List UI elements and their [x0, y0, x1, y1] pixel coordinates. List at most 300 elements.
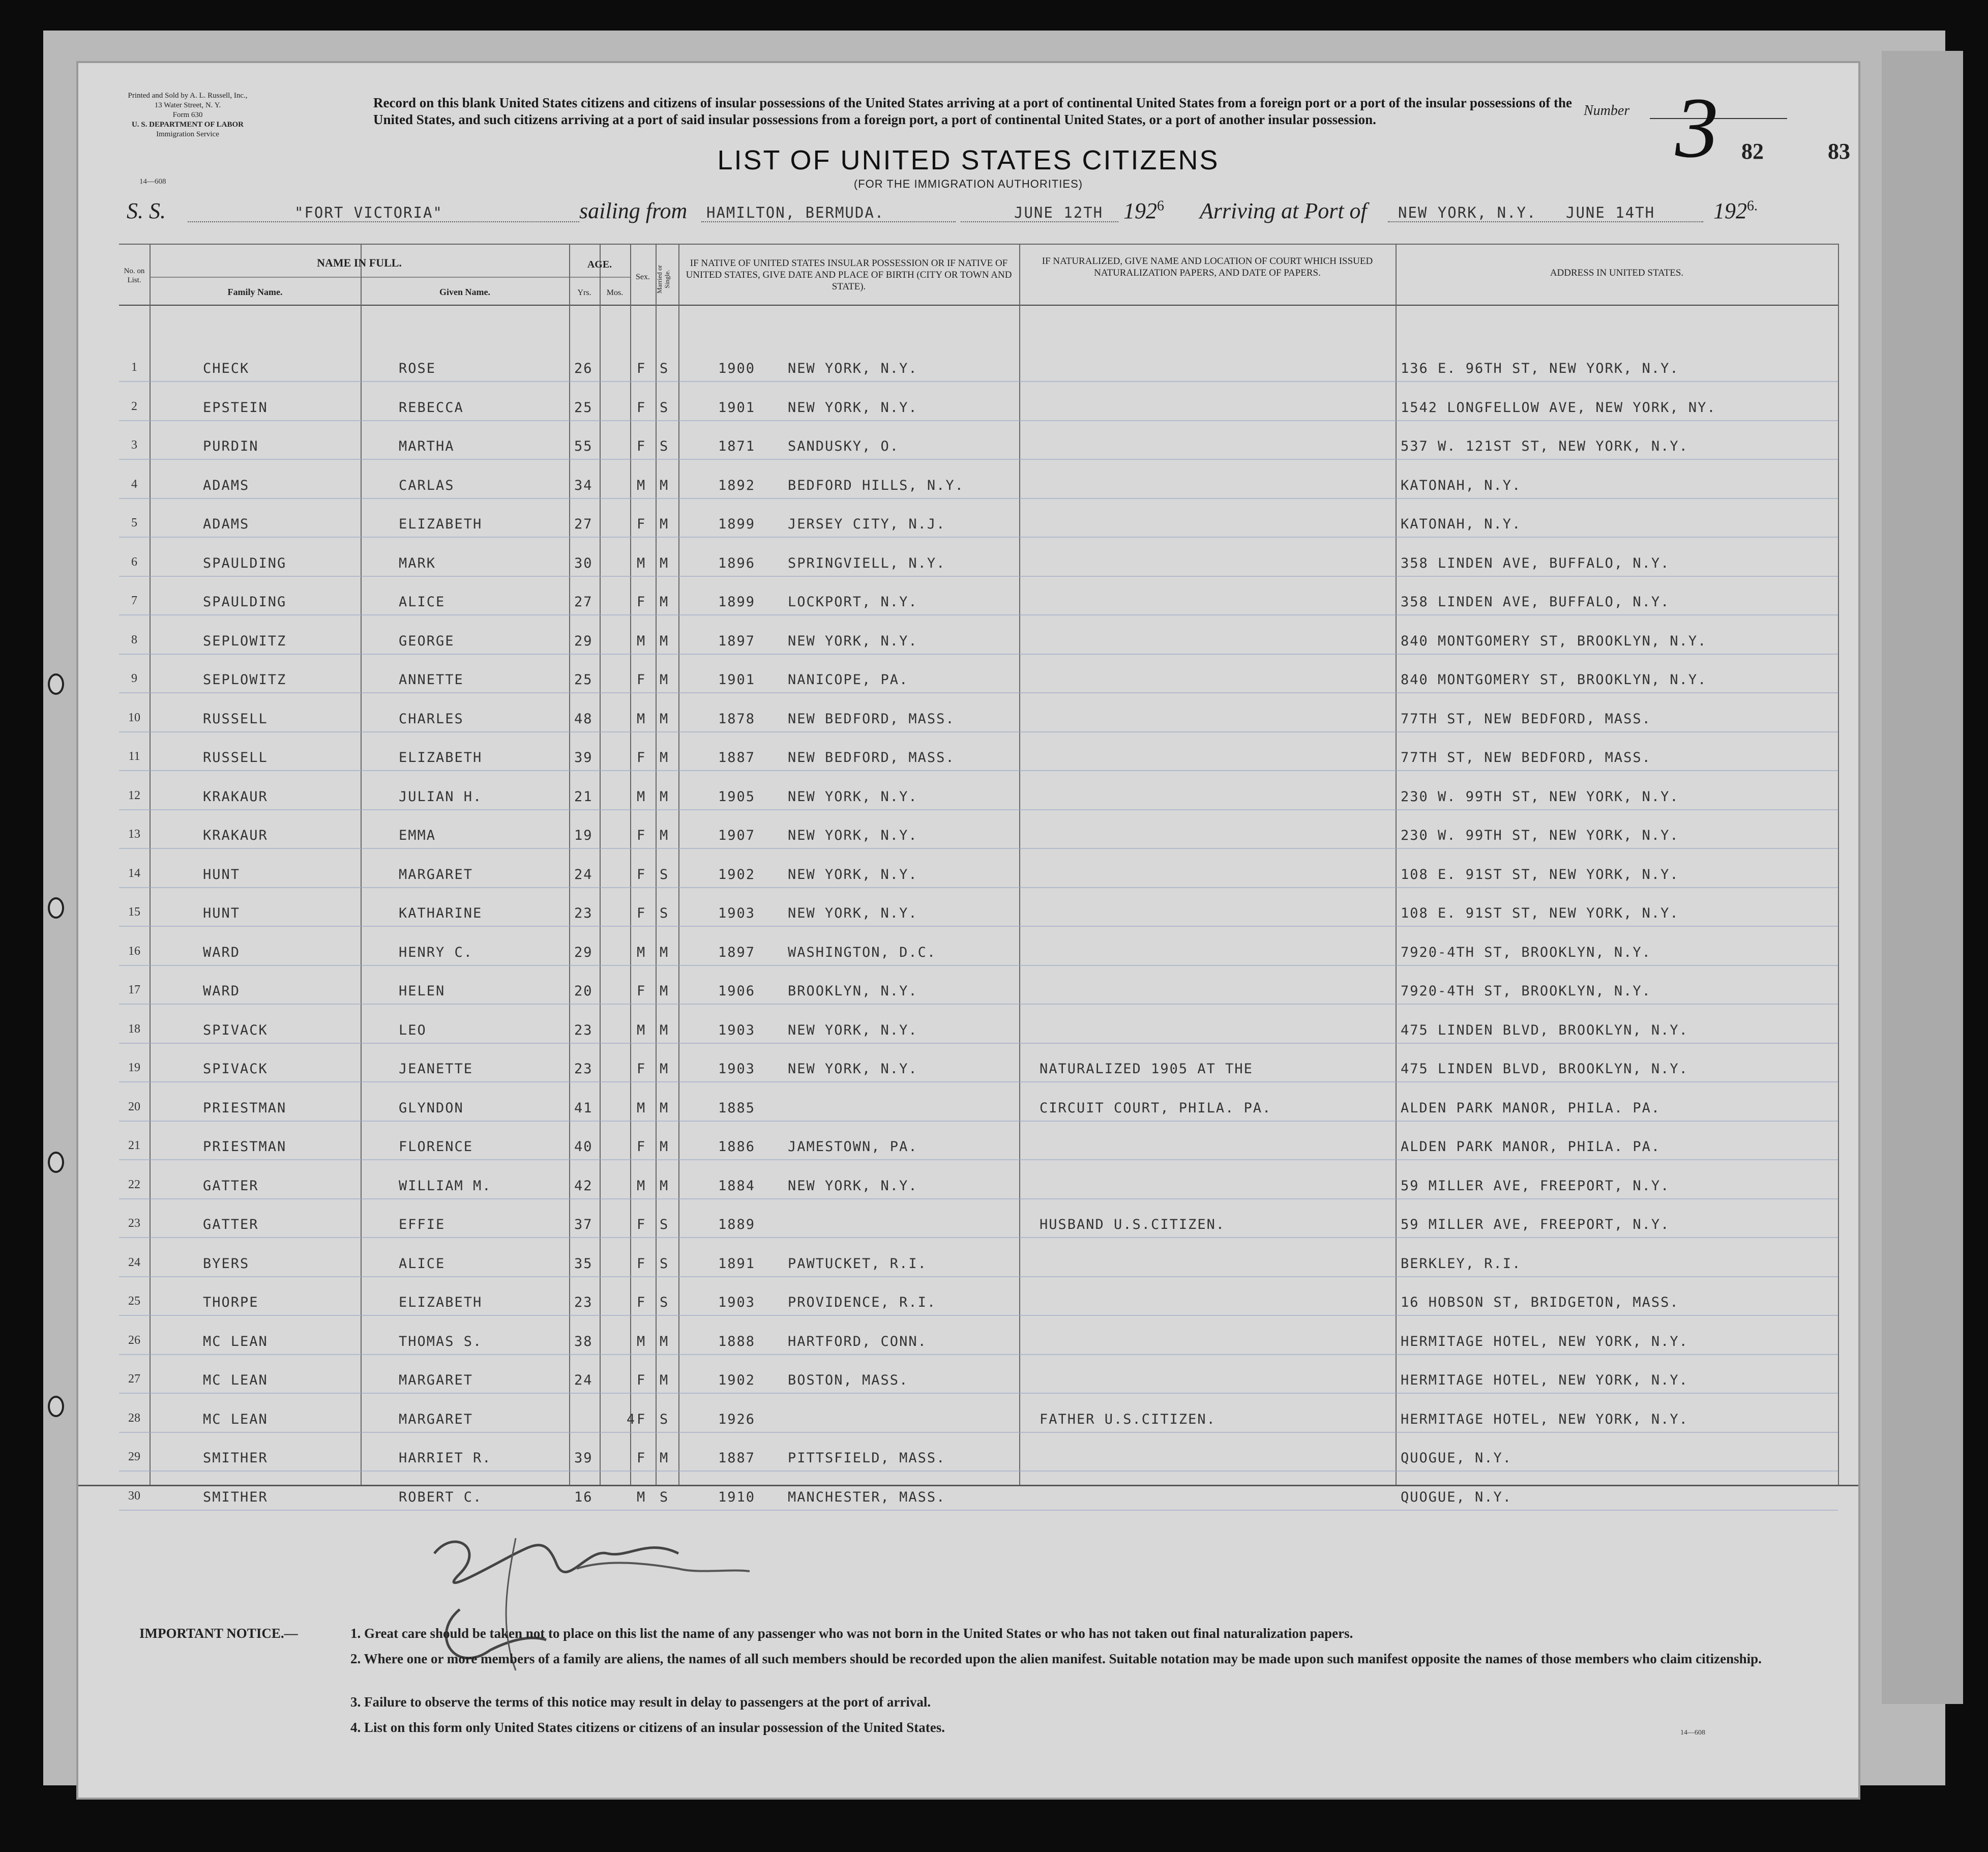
cell-given: HARRIET R.: [399, 1450, 492, 1466]
cell-yrs: 25: [574, 672, 593, 688]
cell-ms: M: [660, 594, 669, 610]
cell-given: GEORGE: [399, 633, 455, 649]
cell-ms: M: [660, 1061, 669, 1077]
cell-place: LOCKPORT, N.Y.: [788, 594, 918, 610]
col-given: Given Name.: [439, 287, 490, 297]
cell-no: 25: [128, 1295, 140, 1308]
cell-place: NANICOPE, PA.: [788, 672, 909, 688]
cell-place: BOSTON, MASS.: [788, 1372, 909, 1388]
cell-yrs: 39: [574, 1450, 593, 1466]
cell-address: 840 MONTGOMERY ST, BROOKLYN, N.Y.: [1401, 672, 1707, 688]
cell-year: 1888: [718, 1333, 756, 1349]
col-divider: [569, 244, 570, 1485]
table-bottom-rule: [78, 1485, 1858, 1486]
col-divider: [1396, 244, 1397, 1485]
cell-given: MARK: [399, 555, 436, 571]
cell-place: NEW BEDFORD, MASS.: [788, 711, 955, 727]
cell-nat: CIRCUIT COURT, PHILA. PA.: [1040, 1100, 1272, 1116]
page-number-left: 82: [1741, 139, 1764, 164]
to-dotline: [1388, 221, 1703, 222]
row-rule: [119, 381, 1838, 382]
cell-family: KRAKAUR: [203, 828, 268, 843]
row-rule: [119, 965, 1838, 966]
cell-year: 1907: [718, 828, 756, 843]
cell-yrs: 42: [574, 1178, 593, 1194]
cell-ms: M: [660, 983, 669, 999]
cell-address: HERMITAGE HOTEL, NEW YORK, N.Y.: [1401, 1372, 1688, 1388]
cell-sex: F: [637, 672, 646, 688]
cell-no: 13: [128, 828, 140, 841]
cell-given: JEANETTE: [399, 1061, 473, 1077]
cell-sex: M: [637, 1100, 646, 1116]
cell-year: 1891: [718, 1255, 756, 1272]
from-dotline: [701, 221, 956, 222]
binder-hole: [48, 1152, 64, 1173]
cell-yrs: 19: [574, 828, 593, 843]
col-yrs: Yrs.: [577, 288, 591, 297]
binder-hole: [48, 897, 64, 919]
cell-family: PRIESTMAN: [203, 1100, 287, 1116]
cell-no: 30: [128, 1489, 140, 1503]
cell-ms: S: [660, 1489, 669, 1505]
cell-family: HUNT: [203, 866, 241, 883]
cell-address: QUOGUE, N.Y.: [1401, 1489, 1512, 1505]
cell-no: 15: [128, 905, 140, 919]
cell-family: SPAULDING: [203, 594, 287, 610]
cell-year: 1885: [718, 1100, 756, 1116]
cell-family: SPIVACK: [203, 1061, 268, 1077]
name-subrule: [150, 277, 615, 278]
printer-line-1: Printed and Sold by A. L. Russell, Inc.,: [128, 92, 248, 100]
cell-given: REBECCA: [399, 399, 464, 416]
cell-sex: F: [637, 905, 646, 921]
cell-sex: M: [637, 1178, 646, 1194]
header-top-rule: [119, 244, 1838, 245]
col-divider: [150, 244, 151, 1485]
cell-year: 1897: [718, 633, 756, 649]
cell-place: BROOKLYN, N.Y.: [788, 983, 918, 999]
col-divider: [630, 244, 631, 1485]
footer-code: 14—608: [1680, 1729, 1705, 1737]
cell-family: RUSSELL: [203, 750, 268, 766]
col-address: ADDRESS IN UNITED STATES.: [1550, 268, 1684, 278]
cell-yrs: 48: [574, 711, 593, 727]
cell-address: HERMITAGE HOTEL, NEW YORK, N.Y.: [1401, 1333, 1688, 1349]
cell-place: MANCHESTER, MASS.: [788, 1489, 946, 1505]
cell-place: JAMESTOWN, PA.: [788, 1139, 918, 1155]
cell-family: SMITHER: [203, 1489, 268, 1505]
cell-yrs: 21: [574, 788, 593, 805]
cell-given: ANNETTE: [399, 672, 464, 688]
cell-ms: M: [660, 944, 669, 960]
cell-place: NEW YORK, N.Y.: [788, 866, 918, 883]
cell-year: 1906: [718, 983, 756, 999]
cell-year: 1889: [718, 1217, 756, 1232]
form-number: Form 630: [172, 111, 203, 119]
cell-no: 10: [128, 711, 140, 724]
year-prefix-1: 192: [1123, 198, 1157, 223]
cell-family: SPIVACK: [203, 1022, 268, 1038]
row-rule: [119, 1159, 1838, 1160]
row-rule: [119, 1043, 1838, 1044]
cell-place: NEW YORK, N.Y.: [788, 1178, 918, 1194]
cell-given: WILLIAM M.: [399, 1178, 492, 1194]
cell-sex: F: [637, 1450, 646, 1466]
cell-address: 7920-4TH ST, BROOKLYN, N.Y.: [1401, 983, 1651, 999]
cell-yrs: 24: [574, 1372, 593, 1388]
cell-family: ADAMS: [203, 477, 250, 493]
cell-no: 16: [128, 944, 140, 958]
cell-no: 19: [128, 1061, 140, 1074]
cell-place: BEDFORD HILLS, N.Y.: [788, 477, 964, 493]
cell-place: NEW YORK, N.Y.: [788, 399, 918, 416]
cell-sex: F: [637, 1217, 646, 1232]
col-age: AGE.: [587, 259, 612, 270]
cell-ms: M: [660, 672, 669, 688]
cell-no: 17: [128, 983, 140, 996]
cell-year: 1892: [718, 477, 756, 493]
binder-hole: [48, 673, 64, 695]
year-1: [1123, 198, 1164, 224]
cell-year: 1902: [718, 1372, 756, 1388]
cell-ms: M: [660, 1139, 669, 1155]
cell-given: HENRY C.: [399, 944, 473, 960]
cell-year: 1884: [718, 1178, 756, 1194]
cell-family: THORPE: [203, 1295, 259, 1310]
cell-no: 2: [131, 399, 137, 413]
row-rule: [119, 1237, 1838, 1238]
cell-no: 7: [131, 594, 137, 607]
cell-address: 840 MONTGOMERY ST, BROOKLYN, N.Y.: [1401, 633, 1707, 649]
cell-sex: F: [637, 594, 646, 610]
cell-sex: F: [637, 983, 646, 999]
row-rule: [119, 498, 1838, 499]
cell-ms: M: [660, 1450, 669, 1466]
cell-yrs: 23: [574, 1022, 593, 1038]
cell-no: 26: [128, 1333, 140, 1347]
notice-item: 3. Failure to observe the terms of this notice may result in delay to passengers at the port of arrival.: [350, 1694, 931, 1710]
cell-given: ROBERT C.: [399, 1489, 483, 1505]
cell-address: BERKLEY, R.I.: [1401, 1255, 1522, 1272]
page-number-right: 83: [1828, 139, 1850, 164]
cell-place: SPRINGVIELL, N.Y.: [788, 555, 946, 571]
row-rule: [119, 537, 1838, 538]
row-rule: [119, 654, 1838, 655]
cell-year: 1896: [718, 555, 756, 571]
cell-given: ALICE: [399, 594, 446, 610]
cell-address: 108 E. 91ST ST, NEW YORK, N.Y.: [1401, 905, 1679, 921]
cell-yrs: 23: [574, 905, 593, 921]
cell-ms: M: [660, 477, 669, 493]
cell-family: HUNT: [203, 905, 241, 921]
cell-no: 4: [131, 477, 137, 491]
col-sex: Sex.: [636, 273, 650, 281]
saildate-dotline: [961, 221, 1118, 222]
cell-ms: S: [660, 399, 669, 416]
cell-given: EMMA: [399, 828, 436, 843]
cell-given: MARTHA: [399, 438, 455, 454]
row-rule: [119, 1004, 1838, 1005]
cell-year: 1886: [718, 1139, 756, 1155]
cell-place: PITTSFIELD, MASS.: [788, 1450, 946, 1466]
cell-no: 27: [128, 1372, 140, 1386]
cell-family: PURDIN: [203, 438, 259, 454]
ship-name: "FORT VICTORIA": [294, 204, 443, 221]
cell-year: 1871: [718, 438, 756, 454]
cell-sex: F: [637, 1295, 646, 1310]
cell-place: NEW YORK, N.Y.: [788, 1022, 918, 1038]
cell-year: 1897: [718, 944, 756, 960]
cell-address: 358 LINDEN AVE, BUFFALO, N.Y.: [1401, 594, 1670, 610]
col-divider: [656, 244, 657, 1485]
notice-lead: IMPORTANT NOTICE.—: [139, 1626, 298, 1641]
cell-sex: M: [637, 1489, 646, 1505]
cell-no: 20: [128, 1100, 140, 1113]
cell-address: KATONAH, N.Y.: [1401, 516, 1522, 532]
cell-given: FLORENCE: [399, 1139, 473, 1155]
number-value: 3: [1675, 80, 1718, 175]
page-subtitle: (FOR THE IMMIGRATION AUTHORITIES): [853, 178, 1083, 190]
cell-given: MARGARET: [399, 1411, 473, 1427]
cell-given: KATHARINE: [399, 905, 483, 921]
cell-given: HELEN: [399, 983, 446, 999]
cell-family: ADAMS: [203, 516, 250, 532]
cell-year: 1901: [718, 672, 756, 688]
cell-place: NEW YORK, N.Y.: [788, 361, 918, 376]
notice-item: 4. List on this form only United States citizens or citizens of an insular possession of the United States.: [350, 1720, 945, 1735]
cell-given: ELIZABETH: [399, 1295, 483, 1310]
cell-yrs: 20: [574, 983, 593, 999]
cell-given: ELIZABETH: [399, 516, 483, 532]
row-rule: [119, 1432, 1838, 1433]
cell-ms: S: [660, 438, 669, 454]
cell-ms: M: [660, 1022, 669, 1038]
cell-place: NEW YORK, N.Y.: [788, 905, 918, 921]
cell-sex: M: [637, 711, 646, 727]
cell-family: KRAKAUR: [203, 788, 268, 805]
cell-family: PRIESTMAN: [203, 1139, 287, 1155]
service: Immigration Service: [156, 130, 219, 138]
cell-address: 16 HOBSON ST, BRIDGETON, MASS.: [1401, 1295, 1679, 1310]
cell-given: MARGARET: [399, 1372, 473, 1388]
cell-yrs: 29: [574, 633, 593, 649]
cell-yrs: 26: [574, 361, 593, 376]
cell-year: 1910: [718, 1489, 756, 1505]
cell-place: PAWTUCKET, R.I.: [788, 1255, 927, 1272]
cell-family: GATTER: [203, 1217, 259, 1232]
cell-yrs: 37: [574, 1217, 593, 1232]
row-rule: [119, 887, 1838, 888]
row-rule: [119, 576, 1838, 577]
col-name: NAME IN FULL.: [317, 256, 402, 269]
printer-block: [124, 91, 251, 139]
cell-no: 23: [128, 1217, 140, 1230]
cell-address: QUOGUE, N.Y.: [1401, 1450, 1512, 1466]
row-rule: [119, 692, 1838, 693]
cell-family: CHECK: [203, 361, 250, 376]
cell-ms: M: [660, 750, 669, 766]
cell-yrs: 24: [574, 866, 593, 883]
cell-year: 1903: [718, 1061, 756, 1077]
cell-year: 1900: [718, 361, 756, 376]
cell-place: PROVIDENCE, R.I.: [788, 1295, 937, 1310]
row-rule: [119, 926, 1838, 927]
cell-ms: M: [660, 711, 669, 727]
cell-sex: F: [637, 1255, 646, 1272]
cell-no: 5: [131, 516, 137, 530]
col-naturalized: IF NATURALIZED, GIVE NAME AND LOCATION OF COURT WHICH ISSUED NATURALIZATION PAPERS, AND DATE OF PAPERS.: [1042, 256, 1373, 278]
cell-year: 1903: [718, 1295, 756, 1310]
header-bottom-rule: [119, 305, 1838, 306]
cell-sex: F: [637, 828, 646, 843]
cell-family: MC LEAN: [203, 1411, 268, 1427]
col-divider: [361, 244, 362, 1485]
cell-no: 29: [128, 1450, 140, 1463]
cell-no: 8: [131, 633, 137, 646]
cell-sex: F: [637, 1061, 646, 1077]
row-rule: [119, 848, 1838, 849]
row-rule: [119, 1354, 1838, 1355]
notice-item: 2. Where one or more members of a family are aliens, the names of all such members should be recorded upon the alien manifest. Suitable notation may be made upon such manifest opposite the names of those members who claim citizenship.: [350, 1651, 1762, 1666]
cell-given: MARGARET: [399, 866, 473, 883]
cell-yrs: 39: [574, 750, 593, 766]
col-married: Married or Single.: [656, 265, 671, 293]
cell-sex: F: [637, 399, 646, 416]
sail-date: JUNE 12TH: [1014, 204, 1104, 221]
cell-ms: S: [660, 905, 669, 921]
cell-yrs: 16: [574, 1489, 593, 1505]
cell-sex: M: [637, 477, 646, 493]
cell-yrs: 55: [574, 438, 593, 454]
cell-sex: M: [637, 1333, 646, 1349]
cell-sex: M: [637, 555, 646, 571]
cell-mos: 4: [627, 1411, 636, 1427]
cell-no: 28: [128, 1411, 140, 1425]
to-port: NEW YORK, N.Y.: [1398, 204, 1537, 221]
cell-place: NEW YORK, N.Y.: [788, 633, 918, 649]
ss-label: S. S.: [127, 198, 166, 223]
cell-sex: F: [637, 1372, 646, 1388]
cell-place: NEW YORK, N.Y.: [788, 1061, 918, 1077]
cell-given: CHARLES: [399, 711, 464, 727]
year-digit-2: 6.: [1747, 198, 1758, 214]
cell-no: 14: [128, 866, 140, 880]
cell-address: 537 W. 121ST ST, NEW YORK, N.Y.: [1401, 438, 1688, 454]
cell-sex: F: [637, 516, 646, 532]
cell-year: 1905: [718, 788, 756, 805]
cell-address: 59 MILLER AVE, FREEPORT, N.Y.: [1401, 1178, 1670, 1194]
cell-year: 1903: [718, 1022, 756, 1038]
cell-family: WARD: [203, 983, 241, 999]
cell-no: 11: [128, 750, 140, 763]
cell-ms: M: [660, 1372, 669, 1388]
cell-year: 1899: [718, 516, 756, 532]
cell-yrs: 29: [574, 944, 593, 960]
number-underline: [1650, 118, 1787, 119]
cell-nat: HUSBAND U.S.CITIZEN.: [1040, 1217, 1226, 1232]
col-divider: [1838, 244, 1839, 1485]
cell-address: 77TH ST, NEW BEDFORD, MASS.: [1401, 750, 1651, 766]
cell-family: MC LEAN: [203, 1372, 268, 1388]
row-rule: [119, 1198, 1838, 1199]
cell-given: ROSE: [399, 361, 436, 376]
cell-yrs: 25: [574, 399, 593, 416]
cell-family: BYERS: [203, 1255, 250, 1272]
cell-family: GATTER: [203, 1178, 259, 1194]
cell-address: 230 W. 99TH ST, NEW YORK, N.Y.: [1401, 788, 1679, 805]
cell-family: WARD: [203, 944, 241, 960]
cell-year: 1902: [718, 866, 756, 883]
cell-given: EFFIE: [399, 1217, 446, 1232]
cell-year: 1903: [718, 905, 756, 921]
row-rule: [119, 731, 1838, 732]
cell-no: 1: [131, 361, 137, 374]
cell-no: 6: [131, 555, 137, 569]
cell-address: 475 LINDEN BLVD, BROOKLYN, N.Y.: [1401, 1061, 1688, 1077]
cell-ms: S: [660, 361, 669, 376]
cell-ms: S: [660, 1255, 669, 1272]
row-rule: [119, 614, 1838, 615]
cell-ms: M: [660, 828, 669, 843]
cell-given: CARLAS: [399, 477, 455, 493]
year-digit-1: 6: [1157, 198, 1164, 214]
cell-address: 59 MILLER AVE, FREEPORT, N.Y.: [1401, 1217, 1670, 1232]
cell-family: SMITHER: [203, 1450, 268, 1466]
cell-yrs: 23: [574, 1295, 593, 1310]
cell-place: NEW YORK, N.Y.: [788, 788, 918, 805]
cell-no: 22: [128, 1178, 140, 1191]
form-code: 14—608: [139, 178, 166, 186]
row-rule: [119, 420, 1838, 421]
cell-place: NEW YORK, N.Y.: [788, 828, 918, 843]
year-2: [1713, 198, 1758, 224]
cell-given: THOMAS S.: [399, 1333, 483, 1349]
cell-no: 3: [131, 438, 137, 452]
record-instructions: Record on this blank United States citizens and citizens of insular possessions of the United States arriving at a port of continental United States from a foreign port or a port of the insular possessions of the United States, and such citizens arriving at a port of said insular possessions from a foreign port, a port of continental United States, or a port of another insular possession.: [373, 95, 1572, 127]
col-divider: [678, 244, 679, 1485]
cell-sex: F: [637, 866, 646, 883]
cell-nat: NATURALIZED 1905 AT THE: [1040, 1061, 1253, 1077]
col-divider: [1019, 244, 1020, 1485]
arriving-label: Arriving at Port of: [1200, 198, 1367, 223]
cell-given: ELIZABETH: [399, 750, 483, 766]
cell-year: 1887: [718, 1450, 756, 1466]
col-no: No. on List.: [124, 267, 145, 284]
cell-given: ALICE: [399, 1255, 446, 1272]
year-prefix-2: 192: [1713, 198, 1747, 223]
cell-ms: S: [660, 866, 669, 883]
row-rule: [119, 770, 1838, 771]
cell-yrs: 30: [574, 555, 593, 571]
printer-line-2: 13 Water Street, N. Y.: [154, 101, 221, 109]
cell-sex: F: [637, 438, 646, 454]
col-divider: [600, 244, 601, 1485]
cell-family: EPSTEIN: [203, 399, 268, 416]
cell-family: SEPLOWITZ: [203, 672, 287, 688]
cell-address: 230 W. 99TH ST, NEW YORK, N.Y.: [1401, 828, 1679, 843]
cell-ms: M: [660, 633, 669, 649]
col-mos: Mos.: [606, 288, 624, 297]
cell-address: 7920-4TH ST, BROOKLYN, N.Y.: [1401, 944, 1651, 960]
cell-address: 1542 LONGFELLOW AVE, NEW YORK, NY.: [1401, 399, 1716, 416]
row-rule: [119, 1315, 1838, 1316]
cell-sex: F: [637, 361, 646, 376]
col-birth: IF NATIVE OF UNITED STATES INSULAR POSSESSION OR IF NATIVE OF UNITED STATES, GIVE DATE AND PLACE OF BIRTH (CITY OR TOWN AND STATE).: [686, 258, 1012, 292]
cell-no: 12: [128, 788, 140, 802]
row-rule: [119, 459, 1838, 460]
row-rule: [119, 1121, 1838, 1122]
cell-address: 358 LINDEN AVE, BUFFALO, N.Y.: [1401, 555, 1670, 571]
